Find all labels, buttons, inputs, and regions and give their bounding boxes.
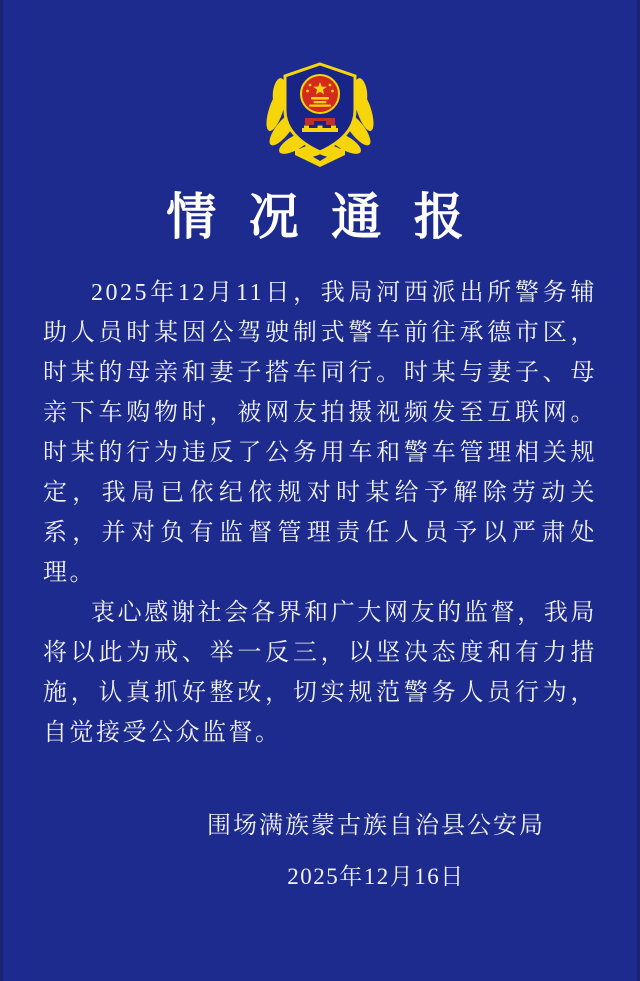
signature-block	[207, 805, 545, 891]
notice-paragraph-1: 2025年12月11日，我局河西派出所警务辅助人员时某因公驾驶制式警车前往承德市区，时某的母亲和妻子搭车同行。时某与妻子、母亲下车购物时，被网友拍摄视频发至互联网。时某的行为违反了公务用车和警车管理相关规定，我局已依纪依规对时某给予解除劳动关系，并对负有监督管理责任人员予以严肃处理。	[43, 280, 597, 586]
page-title: 情 况 通 报	[166, 189, 474, 245]
notice-body	[3, 273, 637, 753]
issue-date: 2025年12月16日	[287, 864, 465, 889]
notice-paragraph-2: 衷心感谢社会各界和广大网友的监督，我局将以此为戒、举一反三，以坚决态度和有力措施，认真抓好整改，切实规范警务人员行为，自觉接受公众监督。	[43, 600, 597, 746]
police-badge-icon	[255, 58, 385, 168]
issuing-authority: 围场满族蒙古族自治县公安局	[207, 813, 545, 839]
